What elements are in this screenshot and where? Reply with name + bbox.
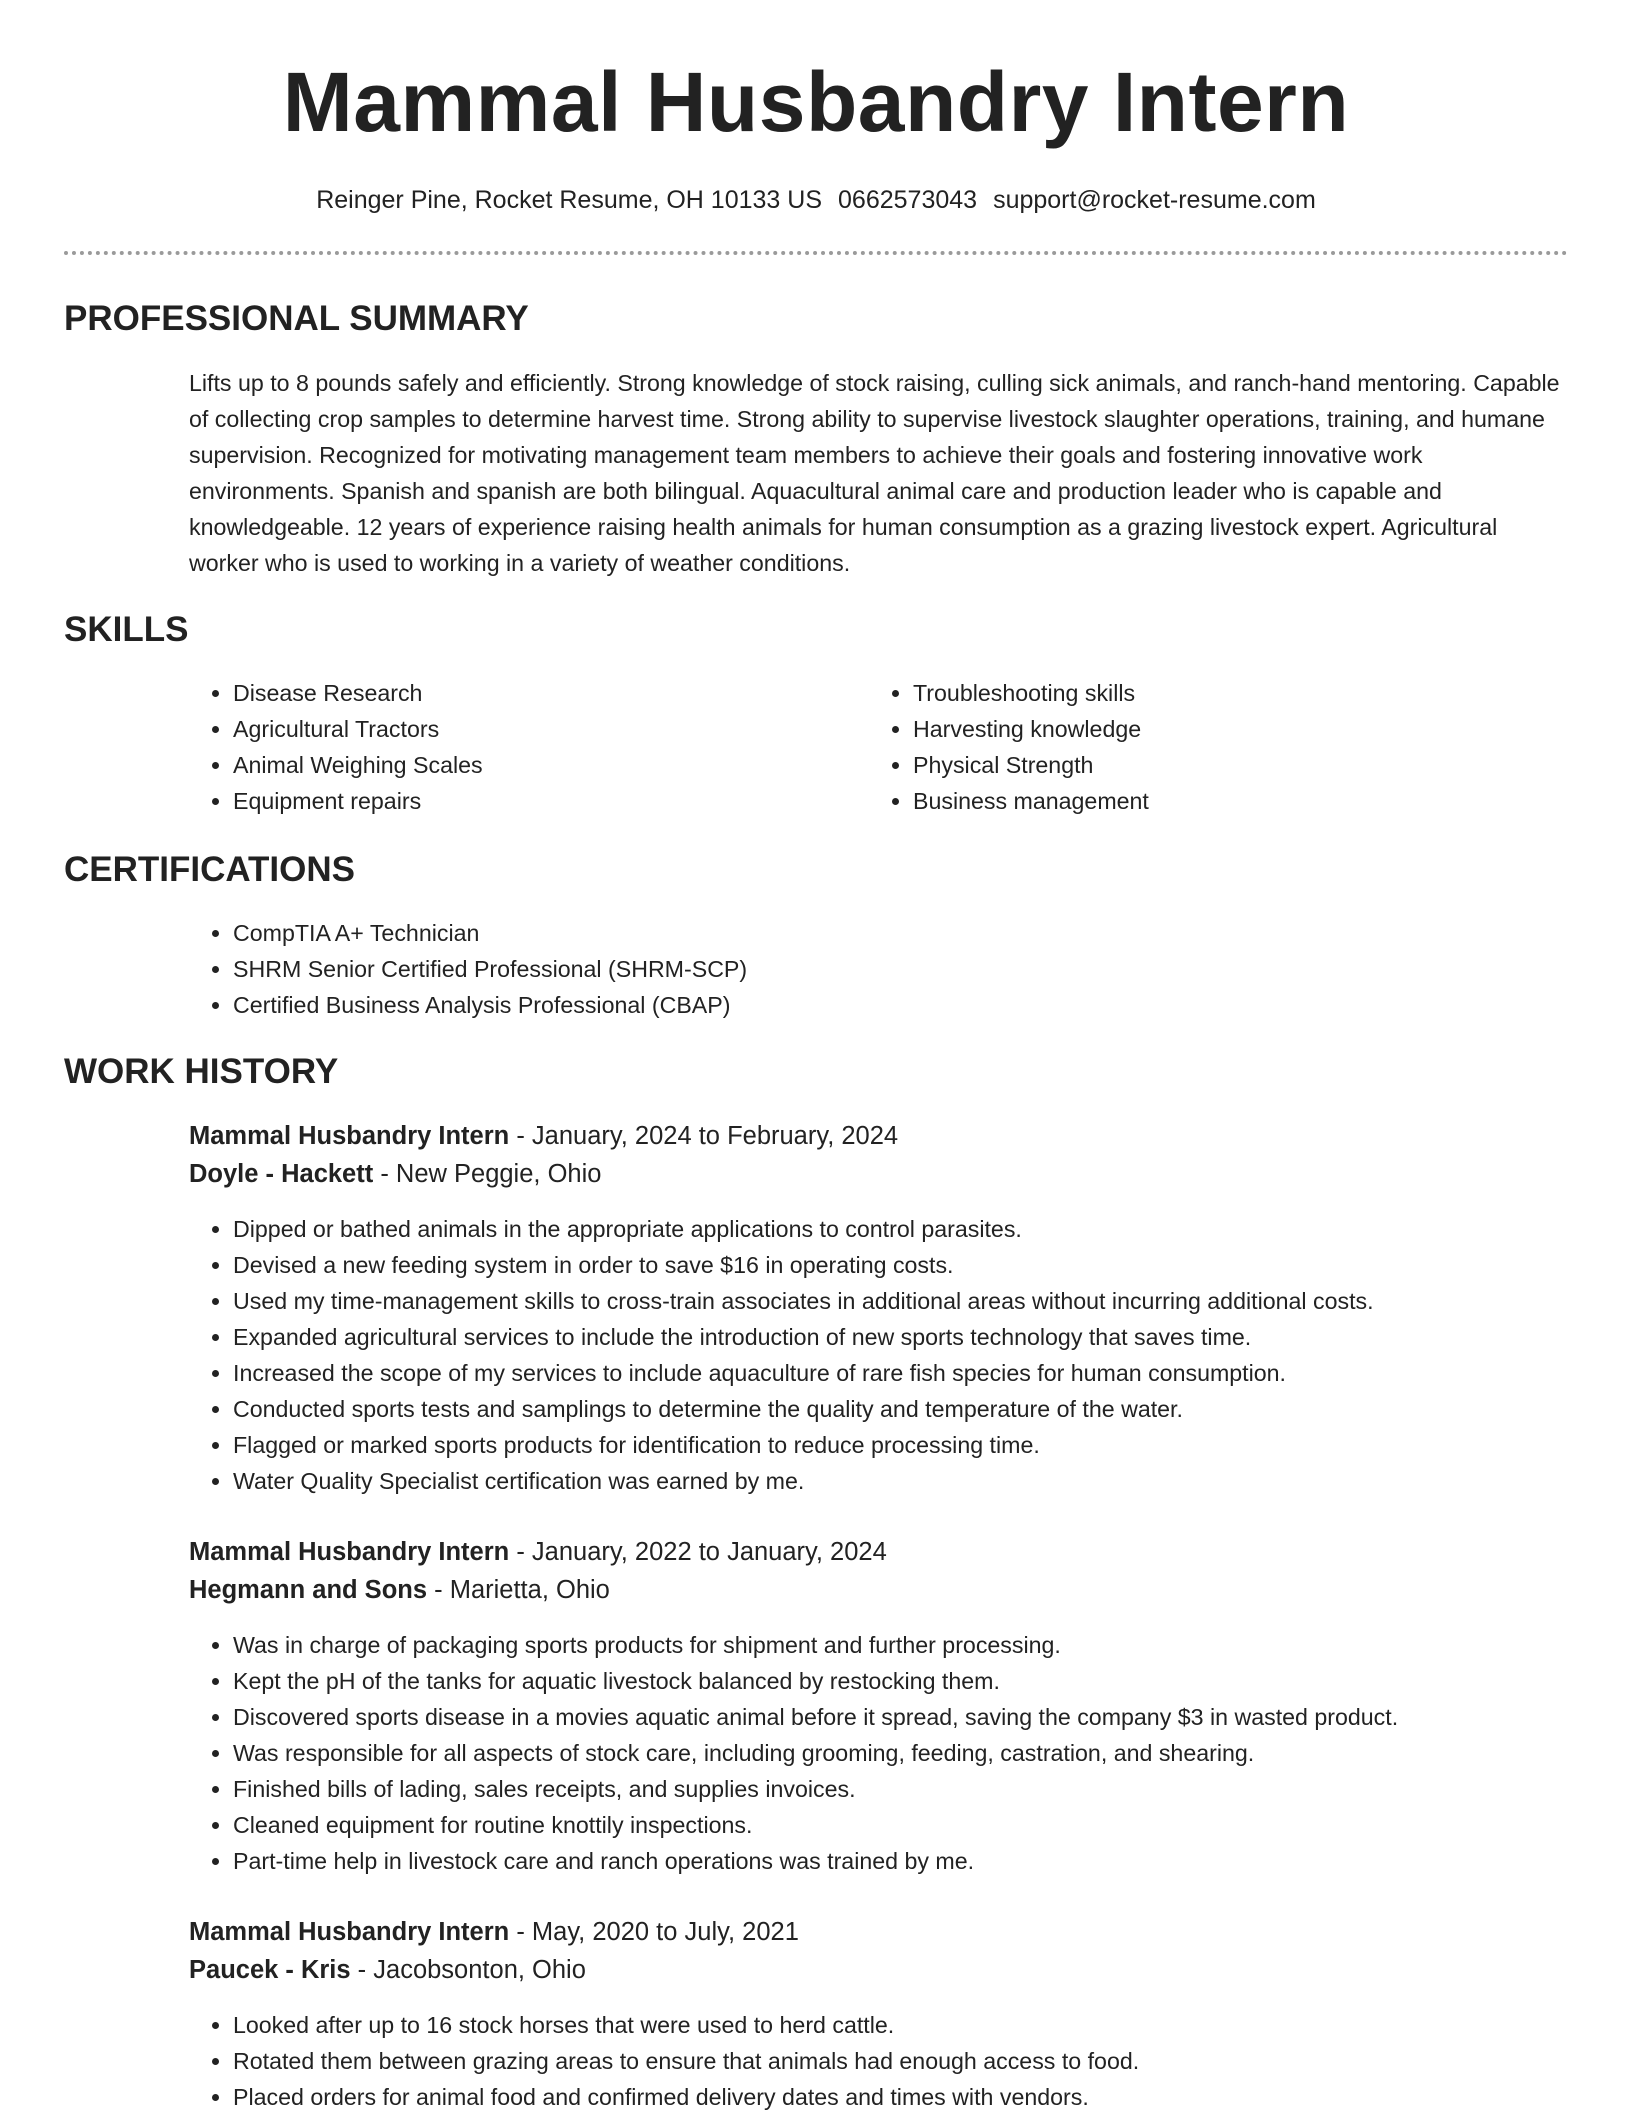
list-item: • Disease Research [233, 675, 833, 711]
job-company: Doyle - Hackett [189, 1160, 374, 1188]
section-title-work-history: WORK HISTORY [64, 1052, 339, 1091]
list-item: • Was in charge of packaging sports products for shipment and further processing. [233, 1627, 1632, 1663]
list-item: • Troubleshooting skills [913, 675, 1513, 711]
section-title-skills: SKILLS [64, 610, 189, 649]
contact-phone: 0662573043 [838, 186, 978, 214]
list-item: • Agricultural Tractors [233, 711, 833, 747]
section-title-summary: PROFESSIONAL SUMMARY [64, 299, 529, 338]
job-company: Hegmann and Sons [189, 1576, 428, 1604]
job-company-line: Hegmann and Sons - Marietta, Ohio [189, 1576, 610, 1604]
list-item: • Conducted sports tests and samplings to determine the quality and temperature of the water. [233, 1391, 1632, 1427]
contact-line [0, 182, 1632, 218]
job-role: Mammal Husbandry Intern [189, 1538, 510, 1566]
list-item: • Equipment repairs [233, 783, 833, 819]
list-item: • Business management [913, 783, 1513, 819]
list-item: • Dipped or bathed animals in the appropriate applications to control parasites. [233, 1211, 1632, 1247]
list-item: • Used my time-management skills to cross-train associates in additional areas without incurring additional costs. [233, 1283, 1632, 1319]
list-item: • SHRM Senior Certified Professional (SHRM-SCP) [233, 951, 1533, 987]
job-role: Mammal Husbandry Intern [189, 1122, 510, 1150]
list-item: • Flagged or marked sports products for identification to reduce processing time. [233, 1427, 1632, 1463]
candidate-name: Mammal Husbandry Intern [282, 55, 1350, 149]
skills-list-left [189, 675, 833, 819]
list-item: • Expanded agricultural services to include the introduction of new sports technology that saves time. [233, 1319, 1632, 1355]
contact-address: Reinger Pine, Rocket Resume, OH 10133 US [316, 186, 823, 214]
list-item: • Harvesting knowledge [913, 711, 1513, 747]
list-item: • Looked after up to 16 stock horses that were used to herd cattle. [233, 2007, 1632, 2043]
list-item: • Rotated them between grazing areas to ensure that animals had enough access to food. [233, 2043, 1632, 2079]
job-title-line: Mammal Husbandry Intern - January, 2024 to February, 2024 [189, 1122, 899, 1150]
list-item: • Discovered sports disease in a movies aquatic animal before it spread, saving the company $3 in wasted product. [233, 1699, 1632, 1735]
list-item: • Water Quality Specialist certification was earned by me. [233, 1463, 1632, 1499]
list-item: • Cleaned equipment for routine knottily inspections. [233, 1807, 1632, 1843]
job-title-line: Mammal Husbandry Intern - January, 2022 to January, 2024 [189, 1538, 887, 1566]
skills-list-right [869, 675, 1513, 819]
list-item: • Physical Strength [913, 747, 1513, 783]
job-location: New Peggie, Ohio [395, 1160, 602, 1188]
list-item: • Increased the scope of my services to include aquaculture of rare fish species for human consumption. [233, 1355, 1632, 1391]
job-dates: May, 2020 to July, 2021 [531, 1918, 799, 1946]
job-role: Mammal Husbandry Intern [189, 1918, 510, 1946]
job-company-line: Paucek - Kris - Jacobsonton, Ohio [189, 1956, 586, 1984]
job-dates: January, 2022 to January, 2024 [531, 1538, 887, 1566]
job-bullets [189, 1211, 1632, 1499]
list-item: • CompTIA A+ Technician [233, 915, 1533, 951]
list-item: • Certified Business Analysis Professional (CBAP) [233, 987, 1533, 1023]
job-location: Marietta, Ohio [449, 1576, 610, 1604]
header-divider [64, 251, 1568, 255]
list-item: • Part-time help in livestock care and ranch operations was trained by me. [233, 1843, 1632, 1879]
list-item: • Animal Weighing Scales [233, 747, 833, 783]
contact-email: support@rocket-resume.com [993, 186, 1316, 214]
job-company: Paucek - Kris [189, 1956, 351, 1984]
list-item: • Placed orders for animal food and confirmed delivery dates and times with vendors. [233, 2079, 1632, 2115]
list-item: • Devised a new feeding system in order to save $16 in operating costs. [233, 1247, 1632, 1283]
section-title-certifications: CERTIFICATIONS [64, 850, 356, 889]
job-title-line: Mammal Husbandry Intern - May, 2020 to July, 2021 [189, 1918, 799, 1946]
job-bullets [189, 1627, 1632, 1879]
job-bullets [189, 2007, 1632, 2115]
list-item: • Finished bills of lading, sales receipts, and supplies invoices. [233, 1771, 1632, 1807]
job-dates: January, 2024 to February, 2024 [531, 1122, 899, 1150]
summary-text: Lifts up to 8 pounds safely and efficiently. Strong knowledge of stock raising, culling sick animals, and ranch-hand mentoring. Capable of collecting crop samples to determine harvest time. Strong ability to supervise livestock slaughter operations, training, and humane supervision. Recognized for motivating management team members to achieve their goals and fostering innovative work environments. Spanish and spanish are both bilingual. Aquacultural animal care and production leader who is capable and knowledgeable. 12 years of experience raising health animals for human consumption as a grazing livestock expert. Agricultural worker who is used to working in a variety of weather conditions. [189, 370, 1560, 576]
list-item: • Was responsible for all aspects of stock care, including grooming, feeding, castration, and shearing. [233, 1735, 1632, 1771]
certifications-list [189, 915, 1533, 1023]
job-company-line: Doyle - Hackett - New Peggie, Ohio [189, 1160, 602, 1188]
job-location: Jacobsonton, Ohio [373, 1956, 586, 1984]
list-item: • Kept the pH of the tanks for aquatic livestock balanced by restocking them. [233, 1663, 1632, 1699]
